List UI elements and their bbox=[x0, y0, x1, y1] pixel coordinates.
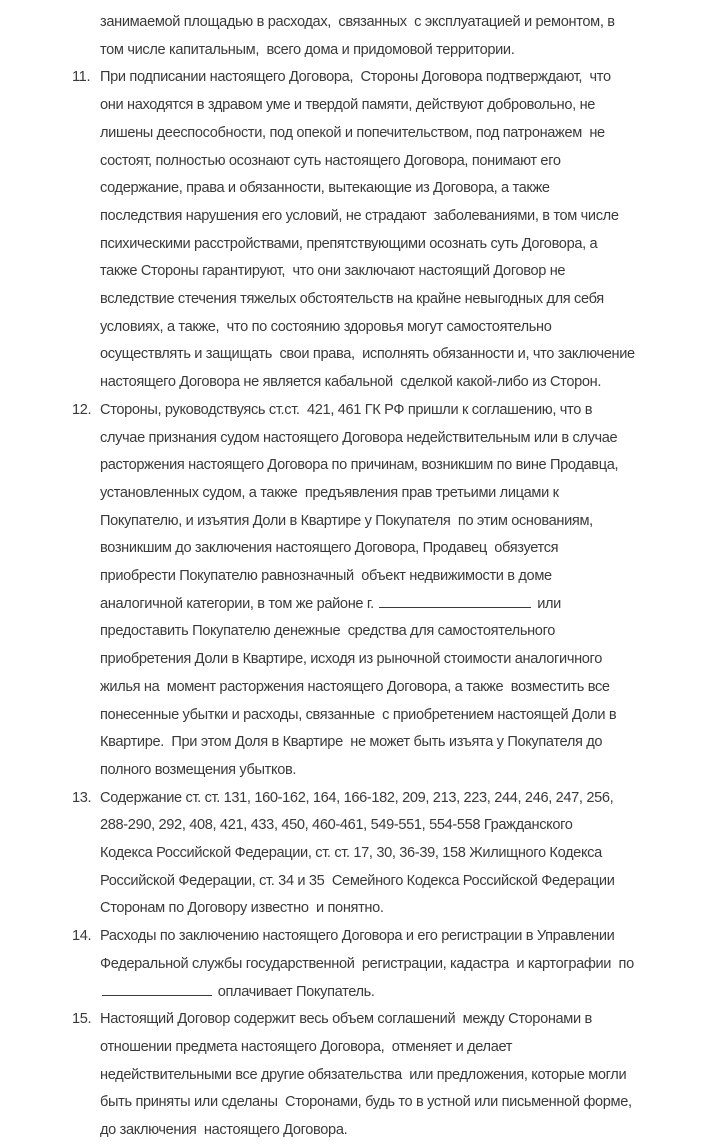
list-item-line: приобрести Покупателю равнозначный объект недвижимости в доме bbox=[100, 568, 552, 584]
list-item-line: Расходы по заключению настоящего Договора и его регистрации в Управлении bbox=[100, 928, 615, 945]
list-item-line: Российской Федерации, ст. 34 и 35 Семейного Кодекса Российской Федерации bbox=[100, 872, 615, 889]
list-item-line: установленных судом, а также предъявления прав третьими лицами к bbox=[100, 484, 559, 501]
list-item-line: состоят, полностью осознают суть настоящего Договора, понимают его bbox=[100, 152, 561, 169]
list-item-number: 15. bbox=[72, 1011, 92, 1028]
list-item-line: случае признания судом настоящего Договора недействительным или в случае bbox=[100, 429, 618, 446]
list-item-line: возникшим до заключения настоящего Договора, Продавец обязуется bbox=[100, 540, 559, 557]
list-item-number: 13. bbox=[72, 789, 92, 806]
list-item-line: жилья на момент расторжения настоящего Договора, а также возместить все bbox=[100, 678, 610, 695]
list-item-line: последствия нарушения его условий, не страдают заболеваниями, в том числе bbox=[100, 207, 619, 224]
list-item-line: предоставить Покупателю денежные средства для самостоятельного bbox=[100, 623, 555, 640]
list-item-line: Сторонам по Договору известно и понятно. bbox=[100, 900, 384, 917]
list-item-line: расторжения настоящего Договора по причинам, возникшим по вине Продавца, bbox=[100, 457, 619, 474]
list-item-line: понесенные убытки и расходы, связанные с приобретением настоящей Доли в bbox=[100, 706, 617, 723]
list-item-line: При подписании настоящего Договора, Стороны Договора подтверждают, что bbox=[100, 69, 611, 86]
list-item-line: Настоящий Договор содержит весь объем соглашений между Сторонами в bbox=[100, 1011, 592, 1028]
list-item-line: оплачивает Покупатель. bbox=[100, 978, 375, 1006]
list-item-line: Квартире. При этом Доля в Квартире не может быть изъята у Покупателя до bbox=[100, 734, 603, 751]
list-item-line: аналогичной категории, в том же районе г. или bbox=[100, 590, 561, 618]
list-item-line: содержание, права и обязанности, вытекающие из Договора, а также bbox=[100, 180, 550, 197]
list-item-line: также Стороны гарантируют, что они заключают настоящий Договор не bbox=[100, 263, 566, 280]
list-item-line: отношении предмета настоящего Договора, отменяет и делает bbox=[100, 1038, 513, 1055]
list-item-number: 12. bbox=[72, 401, 92, 418]
list-item-line: 288-290, 292, 408, 421, 433, 450, 460-461, 549-551, 554-558 Гражданского bbox=[100, 817, 573, 834]
list-item-line: лишены дееспособности, под опекой и попечительством, под патронажем не bbox=[100, 124, 605, 141]
list-item-number: 14. bbox=[72, 928, 92, 945]
list-item-line: они находятся в здравом уме и твердой памяти, действуют добровольно, не bbox=[100, 97, 596, 114]
list-item-line: условиях, а также, что по состоянию здоровья могут самостоятельно bbox=[100, 318, 552, 335]
list-item-line: Содержание ст. ст. 131, 160-162, 164, 166-182, 209, 213, 223, 244, 246, 247, 256, bbox=[100, 789, 614, 806]
list-item-line: Покупателю, и изъятия Доли в Квартире у Покупателя по этим основаниям, bbox=[100, 512, 593, 529]
list-item-line: Федеральной службы государственной регистрации, кадастра и картографии по bbox=[100, 955, 634, 972]
list-item-line: Кодекса Российской Федерации, ст. ст. 17, 30, 36-39, 158 Жилищного Кодекса bbox=[100, 845, 602, 861]
paragraph-line: занимаемой площадью в расходах, связанных с эксплуатацией и ремонтом, в bbox=[100, 14, 615, 30]
paragraph-line: том числе капитальным, всего дома и придомовой территории. bbox=[100, 41, 515, 58]
list-item-line: Стороны, руководствуясь ст.ст. 421, 461 ГК РФ пришли к соглашению, что в bbox=[100, 401, 593, 418]
list-item-line: полного возмещения убытков. bbox=[100, 761, 297, 778]
list-item-line: вследствие стечения тяжелых обстоятельств на крайне невыгодных для себя bbox=[100, 291, 604, 307]
list-item-line: осуществлять и защищать свои права, исполнять обязанности и, что заключение bbox=[100, 346, 635, 363]
list-item-line: быть приняты или сделаны Сторонами, будь то в устной или письменной форме, bbox=[100, 1094, 632, 1111]
fill-in-blank bbox=[379, 592, 531, 608]
list-item-line: настоящего Договора не является кабальной сделкой какой-либо из Сторон. bbox=[100, 374, 602, 391]
list-item-number: 11. bbox=[72, 69, 91, 86]
list-item-line: до заключения настоящего Договора. bbox=[100, 1122, 348, 1138]
list-item-line: психическими расстройствами, препятствующими осознать суть Договора, а bbox=[100, 235, 598, 252]
list-item-line: недействительными все другие обязательства или предложения, которые могли bbox=[100, 1066, 627, 1083]
list-item-line: приобретения Доли в Квартире, исходя из рыночной стоимости аналогичного bbox=[100, 651, 602, 668]
